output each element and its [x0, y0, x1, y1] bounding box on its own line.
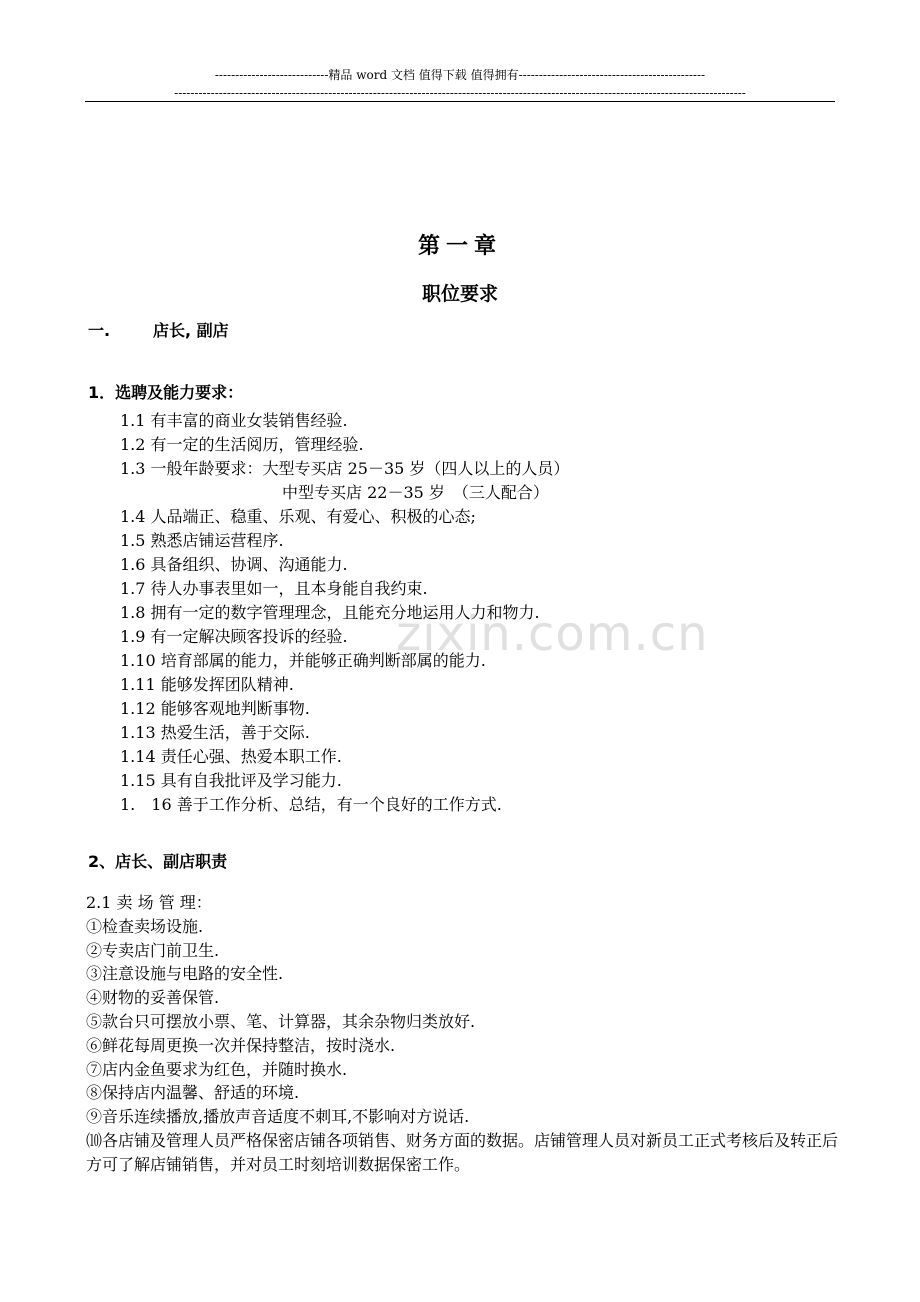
list-item: 1.14 责任心强、热爱本职工作.: [120, 747, 342, 766]
list-item: 1.13 热爱生活，善于交际.: [120, 723, 310, 742]
list-item: ④财物的妥善保管.: [86, 988, 220, 1008]
requirements-list: [120, 409, 569, 817]
section-1-number: 一.: [88, 321, 111, 340]
list-item: 1.4 人品端正、稳重、乐观、有爱心、积极的心态;: [120, 507, 476, 526]
list-item: 1.7 待人办事表里如一，且本身能自我约束.: [120, 579, 428, 598]
list-item: ⑧保持店内温馨、舒适的环境.: [86, 1083, 300, 1103]
list-item: 1.12 能够客观地判断事物.: [120, 699, 310, 718]
watermark: zixin.com.cn: [396, 606, 709, 662]
list-item: 1.15 具有自我批评及学习能力.: [120, 771, 342, 790]
list-item: 1.6 具备组织、协调、沟通能力.: [120, 555, 348, 574]
list-item: ⑽各店铺及管理人员严格保密店铺各项销售、财务方面的数据。店铺管理人员对新员工正式考核后及转正后方可了解店铺销售，并对员工时刻培训数据保密工作。: [86, 1130, 839, 1174]
list-item: 1.5 熟悉店铺运营程序.: [120, 531, 284, 550]
chapter-subtitle: 职位要求: [421, 283, 498, 305]
list-item: ⑦店内金鱼要求为红色，并随时换水.: [86, 1059, 348, 1079]
list-item: ⑨音乐连续播放,播放声音适度不刺耳,不影响对方说话.: [86, 1107, 470, 1127]
section-1-title: 店长, 副店: [153, 321, 229, 340]
list-item: 1.9 有一定解决顾客投诉的经验.: [120, 627, 348, 646]
list-item: 中型专买店 22－35 岁 （三人配合）: [282, 483, 549, 502]
section-1-1-heading: 1．选聘及能力要求：: [88, 383, 244, 402]
list-item: 1.11 能够发挥团队精神.: [120, 675, 294, 694]
duties-title: 2.1 卖 场 管 理：: [86, 893, 212, 912]
list-item: 1.8 拥有一定的数字管理理念，且能充分地运用人力和物力.: [120, 603, 540, 622]
list-item: 1.3 一般年龄要求：大型专买店 25－35 岁（四人以上的人员）: [120, 459, 570, 478]
section-2-heading: 2、店长、副店职责: [88, 852, 228, 871]
list-item: ⑥鲜花每周更换一次并保持整洁，按时浇水.: [86, 1035, 396, 1055]
chapter-title: 第一章: [417, 233, 502, 259]
header-line-1: ----------------------------精品 word 文档 值得下载 值得拥有----------------------------------------------: [214, 68, 706, 82]
list-item: ②专卖店门前卫生.: [86, 940, 220, 960]
list-item: 1. 16 善于工作分析、总结，有一个良好的工作方式.: [120, 795, 502, 814]
list-item: 1.1 有丰富的商业女装销售经验.: [120, 411, 348, 430]
list-item: ⑤款台只可摆放小票、笔、计算器，其余杂物归类放好.: [86, 1011, 476, 1031]
list-item: ③注意设施与电路的安全性.: [86, 964, 284, 984]
list-item: 1.2 有一定的生活阅历，管理经验.: [120, 435, 364, 454]
header-rule: [85, 101, 835, 102]
list-item: ①检查卖场设施.: [86, 916, 204, 936]
duties-list: [86, 891, 838, 1177]
list-item: 1.10 培育部属的能力，并能够正确判断部属的能力.: [120, 651, 486, 670]
header-line-2: ---------------------------------------------------------------------------------------------------------------------------------------------: [174, 86, 746, 100]
